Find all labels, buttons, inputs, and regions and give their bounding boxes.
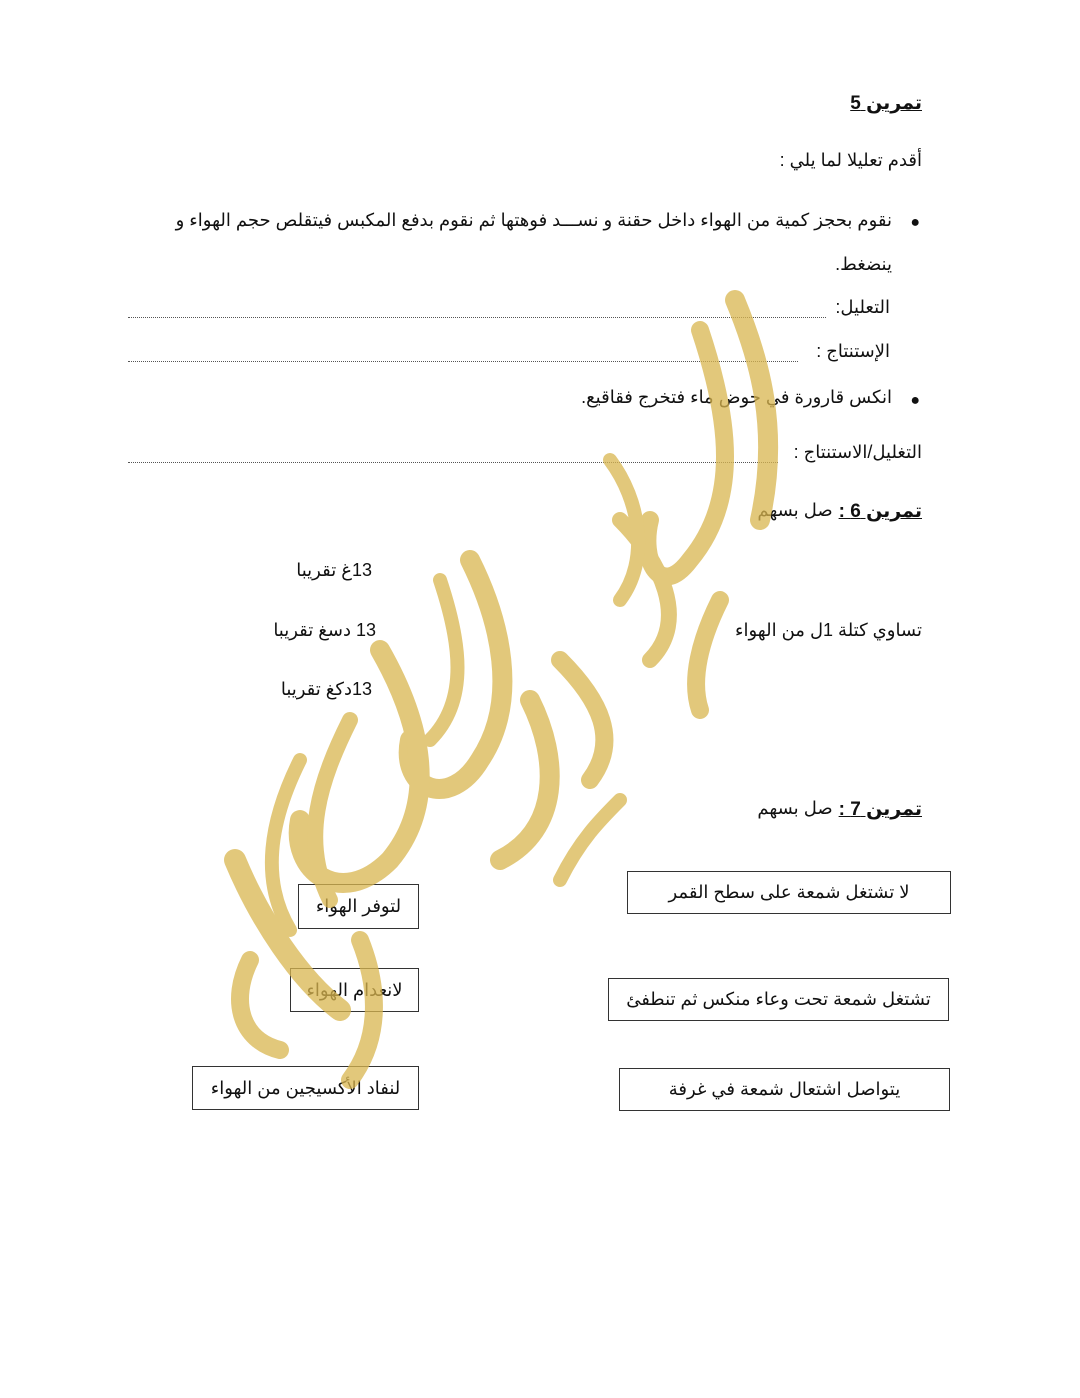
ex7-cause-3-text: لنفاد الأكسيجين من الهواء: [210, 1077, 401, 1098]
exercise-7-instruction: صل بسهم: [757, 798, 833, 818]
reason-label: التعليل:: [835, 297, 890, 317]
ex6-option-1: 13غ تقريبا: [296, 560, 372, 580]
reason-conclusion-answer-line[interactable]: [128, 462, 778, 463]
reason-conclusion-label: التغليل/الاستنتاج :: [793, 442, 922, 462]
ex7-cause-3: [192, 1066, 419, 1110]
ex7-cause-2-text: لانعدام الهواء: [306, 979, 403, 1000]
ex7-statement-1-text: لا تشتغل شمعة على سطح القمر: [668, 882, 910, 902]
exercise-5-intro: أقدم تعليلا لما يلي :: [779, 150, 922, 170]
exercise-6-instruction: صل بسهم: [757, 500, 833, 520]
exercise-6-title: تمرين 6 :: [838, 501, 922, 522]
bullet-icon: ●: [910, 214, 920, 231]
exercise-6-heading: [757, 500, 922, 523]
reason-answer-line[interactable]: [128, 317, 826, 318]
exercise-5-item-2: انكس قارورة في حوض ماء فتخرج فقاقيع.: [581, 387, 892, 407]
ex7-cause-1-text: لتوفر الهواء: [315, 896, 402, 916]
ex7-statement-3-text: يتواصل اشتعال شمعة في غرفة: [668, 1079, 901, 1099]
conclusion-answer-line[interactable]: [128, 361, 798, 362]
exercise-5-item-1: نقوم بحجز كمية من الهواء داخل حقنة و نســـد فوهتها ثم نقوم بدفع المكبس فيتقلص حجم الهواء و: [175, 210, 892, 230]
exercise-7-heading: [757, 798, 922, 821]
exercise-5-title: تمرين 5: [850, 93, 922, 114]
ex6-option-3: 13دكغ تقريبا: [280, 679, 372, 699]
exercise-5-item-1-continuation: ينضغط.: [835, 254, 892, 274]
exercise-7-title: تمرين 7 :: [838, 799, 922, 820]
conclusion-label: الإستنتاج :: [816, 341, 890, 361]
ex7-statement-1: [627, 871, 951, 914]
ex7-statement-2-text: تشتغل شمعة تحت وعاء منكس ثم تنطفئ: [626, 989, 931, 1009]
bullet-icon: ●: [910, 392, 920, 409]
ex6-option-2: 13 دسغ تقريبا: [273, 620, 376, 640]
ex6-left-item: تساوي كتلة 1ل من الهواء: [735, 620, 922, 640]
ex7-statement-3: [619, 1068, 950, 1111]
ex7-statement-2: [608, 978, 949, 1021]
ex7-cause-2: [290, 968, 419, 1012]
ex7-cause-1: [298, 884, 419, 929]
